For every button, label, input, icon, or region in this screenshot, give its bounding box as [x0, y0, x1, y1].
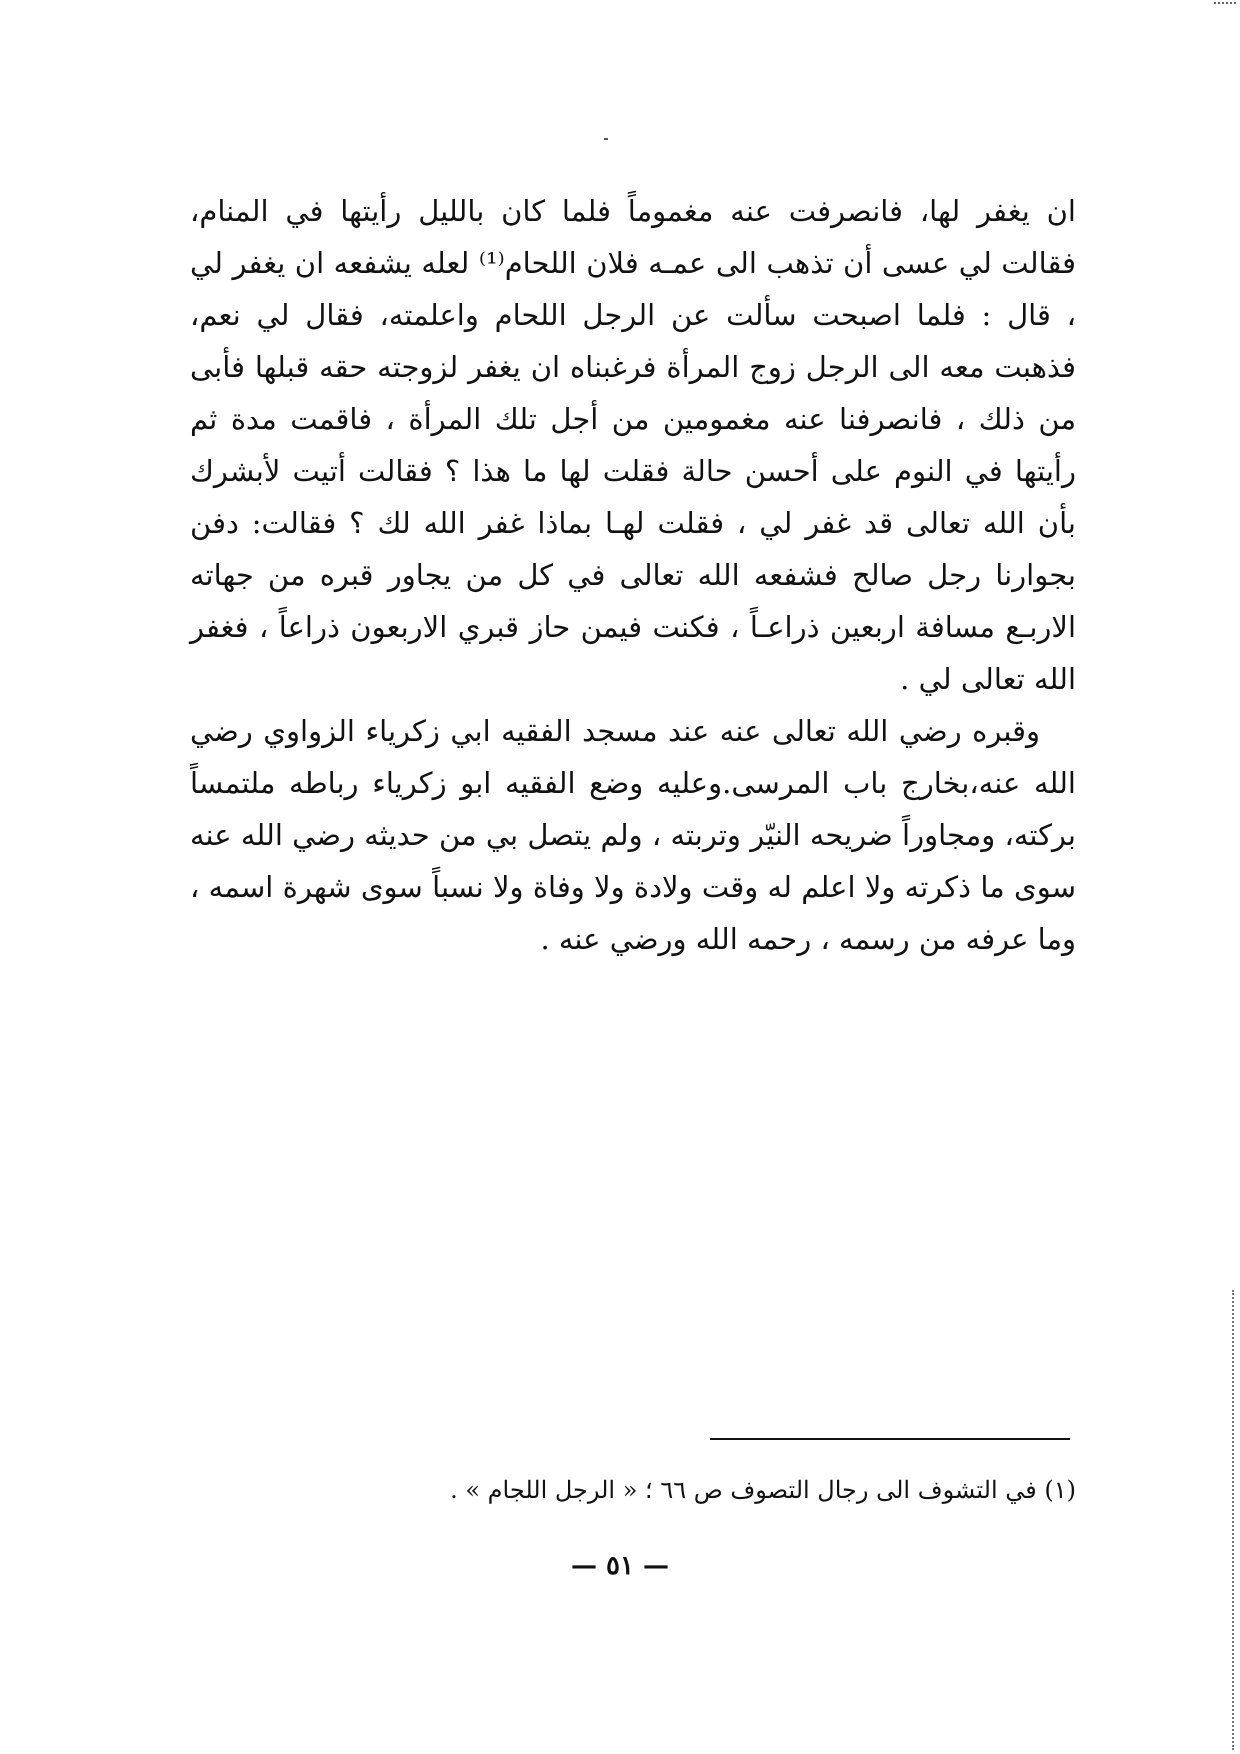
footnote: (١) في التشوف الى رجال التصوف ص ٦٦ ؛ « الرجل اللجام » .: [450, 1476, 1076, 1504]
footnote-divider: [710, 1438, 1070, 1440]
page-number: — ٥١ —: [570, 1551, 670, 1581]
body-paragraph-2: وقبره رضي الله تعالى عنه عند مسجد الفقيه ابي زكرياء الزواوي رضي الله عنه،بخارج باب المرسى.وعليه وضع الفقيه ابو زكرياء رباطه ملتمساً بركته، ومجاوراً ضريحه النيّر وتربته ، ولم يتصل بي من حديثه رضي الله عنه سوى ما ذكرته ولا اعلم له وقت ولادة ولا وفاة ولا نسباً سوى شهرة اسمه ، وما عرفه من رسمه ، رحمه الله ورضي عنه .: [190, 714, 1076, 956]
scan-edge-mark: [1214, 2, 1236, 10]
body-paragraph-1: ان يغفر لها، فانصرفت عنه مغموماً فلما كان بالليل رأيتها في المنام، فقالت لي عسى أن تذهب الى عمـه فلان اللحام⁽¹⁾ لعله يشفعه ان يغفر لي ، قال : فلما اصبحت سألت عن الرجل اللحام واعلمته، فقال لي نعم، فذهبت معه الى الرجل زوج المرأة فرغبناه ان يغفر لزوجته حقه قبلها فأبى من ذلك ، فانصرفنا عنه مغمومين من أجل تلك المرأة ، فاقمت مدة ثم رأيتها في النوم على أحسن حالة فقلت لها ما هذا ؟ فقالت أتيت لأبشرك بأن الله تعالى قد غفر لي ، فقلت لهـا بماذا غفر الله لك ؟ فقالت: دفن بجوارنا رجل صالح فشفعه الله تعالى في كل من يجاور قبره من جهاته الاربـع مسافة اربعين ذراعـاً ، فكنت فيمن حاز قبري الاربعون ذراعاً ، فغفر الله تعالى لي .: [190, 194, 1076, 696]
scan-edge-dots: [1230, 1290, 1234, 1750]
main-text-block: [190, 185, 1076, 965]
scan-speck: [604, 138, 608, 140]
